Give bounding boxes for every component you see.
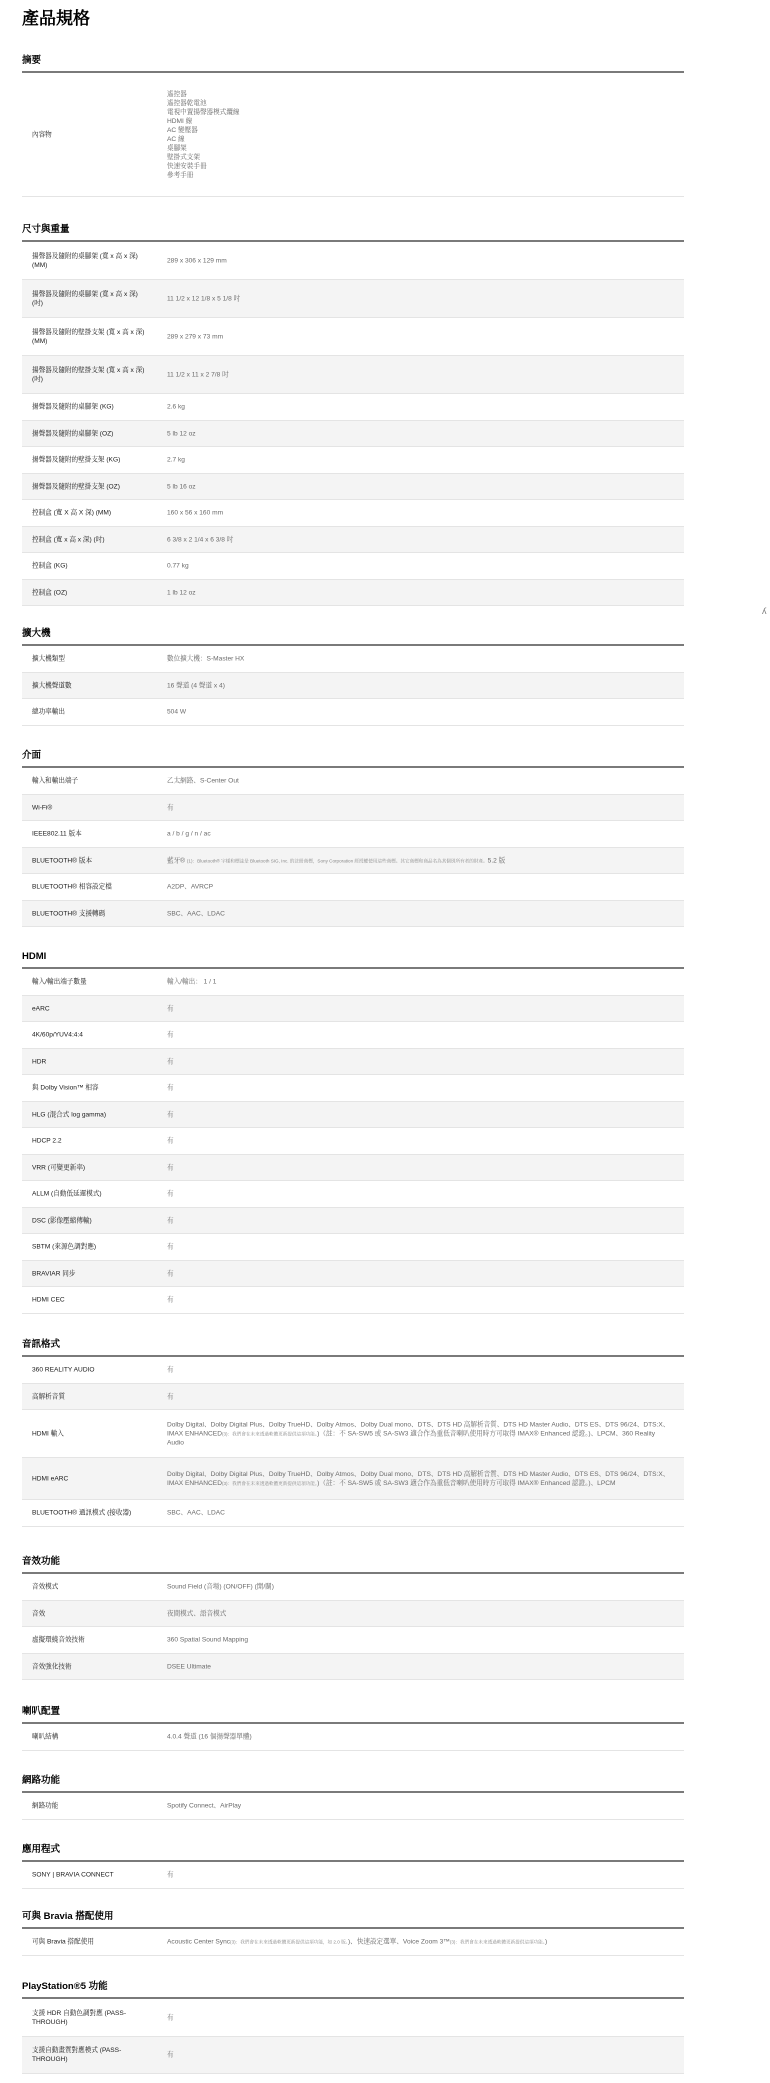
spec-row xyxy=(22,1155,684,1181)
content-item: 壁掛式支架 xyxy=(167,153,200,161)
spec-label: 控制盒 (KG) xyxy=(32,562,68,570)
value-text: 有 xyxy=(167,1058,174,1065)
value-text: 289 x 279 x 73 mm xyxy=(167,333,224,340)
spec-label: 360 REALITY AUDIO xyxy=(32,1366,95,1374)
spec-row xyxy=(22,1181,684,1208)
spec-row xyxy=(22,447,684,474)
spec-row xyxy=(22,1601,684,1627)
content-item: AC 線 xyxy=(167,135,185,143)
value-text: Spotify Connect、AirPlay xyxy=(167,1802,242,1810)
spec-section-ps5 xyxy=(22,1980,684,2074)
spec-row xyxy=(22,1287,684,1314)
spec-label: VRR (可變更新率) xyxy=(32,1164,86,1171)
spec-value xyxy=(167,1392,670,1401)
section-heading: 介面 xyxy=(22,750,42,761)
spec-value xyxy=(167,509,670,518)
spec-label: 揚聲器及隨附的桌腳架 (KG) xyxy=(32,403,114,411)
spec-section-audio-format xyxy=(22,1338,684,1527)
spec-row xyxy=(22,580,684,606)
value-text: 夜間模式、語音模式 xyxy=(167,1610,227,1617)
value-text: SBC、AAC、LDAC xyxy=(167,910,225,917)
spec-row xyxy=(22,1049,684,1075)
spec-section-network xyxy=(22,1774,684,1820)
spec-value xyxy=(167,294,670,303)
spec-value xyxy=(167,1583,670,1592)
value-footnote: (3)：我們會在未來透過軟體更新提供這項功能。 xyxy=(449,1939,546,1945)
spec-value xyxy=(167,681,670,690)
value-text: 6 3/8 x 2 1/4 x 6 3/8 吋 xyxy=(167,536,234,543)
value-text: 有 xyxy=(167,804,174,811)
value-text: 有 xyxy=(167,1005,174,1012)
value-text: 有 xyxy=(167,1031,174,1039)
spec-label: BLUETOOTH® 通訊模式 (接收器) xyxy=(32,1509,132,1517)
spec-row xyxy=(22,969,684,996)
spec-label: Wi-Fi® xyxy=(32,804,53,811)
value-text: 2.6 kg xyxy=(167,403,185,411)
spec-label: 輸入/輸出端子數量 xyxy=(32,978,87,986)
value-text: )（註：不 SA-SW5 或 SA-SW3 適合作為重低音喇叭使用時方可取得 IMAX® Enhanced 認證。)、LPCM xyxy=(317,1479,616,1487)
value-text: 有 xyxy=(167,1393,174,1400)
spec-row xyxy=(22,768,684,795)
section-heading: 網路功能 xyxy=(22,1775,61,1786)
spec-label: DSC (影像壓縮傳輸) xyxy=(32,1217,92,1224)
spec-row xyxy=(22,421,684,447)
value-text: 160 x 56 x 160 mm xyxy=(167,509,224,517)
spec-section-amplifier xyxy=(22,627,684,726)
spec-row xyxy=(22,795,684,821)
spec-label: 控制盒 (寬 x 高 x 深) (吋) xyxy=(32,536,105,543)
page-title: 產品規格 xyxy=(22,9,90,28)
spec-label: 支援 HDR 自動色調對應 (PASS-THROUGH) xyxy=(32,2009,127,2026)
value-text: )（註：不 SA-SW5 或 SA-SW3 適合作為重低音喇叭使用時方可取得 IMAX® Enhanced 認證。)、LPCM、360 Reality Audio xyxy=(167,1430,656,1446)
spec-label: 揚聲器及隨附的桌腳架 (OZ) xyxy=(32,430,114,437)
spec-value xyxy=(167,1269,670,1278)
spec-label: 控制盒 (寬 X 高 X 深) (MM) xyxy=(32,509,112,517)
spec-row xyxy=(22,1384,684,1410)
value-text: 0.77 kg xyxy=(167,562,189,570)
spec-section-hdmi xyxy=(22,950,684,1314)
spec-value xyxy=(167,655,670,664)
spec-row xyxy=(22,318,684,356)
spec-value xyxy=(167,978,670,987)
spec-label: HDR xyxy=(32,1058,47,1065)
spec-label: HDMI eARC xyxy=(32,1475,69,1482)
spec-row xyxy=(22,1128,684,1155)
spec-label: 喇叭結構 xyxy=(32,1733,59,1741)
spec-label: HDMI CEC xyxy=(32,1296,65,1304)
spec-row xyxy=(22,394,684,421)
spec-row xyxy=(22,527,684,553)
spec-row xyxy=(22,996,684,1022)
value-text: 有 xyxy=(167,1243,174,1251)
content-item: 參考手冊 xyxy=(167,171,194,179)
spec-label: 4K/60p/YUV4:4:4 xyxy=(32,1031,83,1039)
spec-value xyxy=(167,332,670,341)
spec-value xyxy=(167,370,670,379)
section-heading: 可與 Bravia 搭配使用 xyxy=(22,1911,114,1922)
value-text: DSEE Ultimate xyxy=(167,1663,211,1670)
spec-value xyxy=(167,1110,670,1119)
spec-value xyxy=(167,830,670,839)
spec-row xyxy=(22,646,684,673)
spec-label: SBTM (來源色調對應) xyxy=(32,1243,97,1251)
spec-value xyxy=(167,1296,670,1305)
content-item: 遙控器乾電池 xyxy=(167,99,207,107)
value-text: 有 xyxy=(167,1296,174,1304)
spec-row xyxy=(22,1261,684,1287)
section-heading: 摘要 xyxy=(22,55,42,66)
spec-label: 揚聲器及隨附的壁掛支架 (KG) xyxy=(32,456,121,464)
spec-label: 支援自動畫質對應模式 (PASS-THROUGH) xyxy=(32,2047,122,2063)
value-text: 5 lb 16 oz xyxy=(167,483,196,490)
value-text: 有 xyxy=(167,2014,174,2021)
section-heading: PlayStation®5 功能 xyxy=(22,1981,108,1992)
value-footnote: (1)：Bluetooth® 字樣和標誌是 Bluetooth SIG, Inc. 的註冊商標，Sony Corporation 經授權使用這些商標。其它商標和商品名為其個別所有者的財產。 xyxy=(186,858,488,863)
value-text: 有 xyxy=(167,1111,174,1118)
value-text: 輸入/輸出： 1 / 1 xyxy=(167,978,217,986)
value-text: 5 lb 12 oz xyxy=(167,430,196,437)
value-text: Dolby Digital、Dolby Digital Plus、Dolby TrueHD、Dolby Atmos、Dolby Dual mono、DTS、DTS HD 高解析音質、DTS HD Master Audio、DTS ES、DTS 96/24、DTS:X、IMAX ENHANCED xyxy=(167,1421,670,1437)
spec-label: SONY | BRAVIA CONNECT xyxy=(32,1871,114,1879)
spec-row xyxy=(22,821,684,848)
content-item: 電視中置揚聲器模式纜線 xyxy=(167,108,240,116)
spec-value xyxy=(167,588,670,597)
spec-label: HDMI 輸入 xyxy=(32,1430,64,1437)
spec-row xyxy=(22,1102,684,1128)
value-text: 藍牙® xyxy=(167,857,187,864)
spec-row xyxy=(22,1022,684,1049)
spec-value xyxy=(167,1366,670,1375)
spec-section-speaker-config xyxy=(22,1705,684,1751)
value-text: 有 xyxy=(167,1190,174,1198)
content-item: 遙控器 xyxy=(167,90,187,98)
value-text: 5.2 版 xyxy=(487,857,506,864)
content-item: 快速安裝手冊 xyxy=(167,162,207,170)
spec-label: BLUETOOTH® 支援轉碼 xyxy=(32,910,106,917)
spec-value xyxy=(167,535,670,544)
spec-row xyxy=(22,1929,684,1956)
value-text: SBC、AAC、LDAC xyxy=(167,1509,225,1517)
spec-value xyxy=(167,883,670,892)
value-text: Dolby Digital、Dolby Digital Plus、Dolby TrueHD、Dolby Atmos、Dolby Dual mono、DTS、DTS HD 高解析音質、DTS HD Master Audio、DTS ES、DTS 96/24、DTS:X、IMAX ENHANCED xyxy=(167,1470,670,1487)
spec-section-summary xyxy=(22,54,684,197)
spec-row xyxy=(22,2037,684,2074)
section-heading: HDMI xyxy=(22,951,47,962)
spec-value xyxy=(167,856,670,865)
value-text: 有 xyxy=(167,1137,174,1145)
spec-row xyxy=(22,553,684,580)
spec-row xyxy=(22,1357,684,1384)
spec-label: 與 Dolby Vision™ 相容 xyxy=(32,1084,99,1092)
value-text: 1 lb 12 oz xyxy=(167,589,196,596)
spec-row xyxy=(22,242,684,280)
section-heading: 尺寸與重量 xyxy=(22,224,70,235)
spec-row xyxy=(22,901,684,927)
spec-value xyxy=(167,1137,670,1146)
spec-row xyxy=(22,1999,684,2037)
spec-row xyxy=(22,848,684,874)
spec-row xyxy=(22,1793,684,1820)
spec-section-interface xyxy=(22,749,684,927)
spec-value xyxy=(167,1004,670,1013)
spec-label: 內容物 xyxy=(32,131,52,138)
spec-value xyxy=(167,1871,670,1880)
spec-section-sound-features xyxy=(22,1555,684,1680)
value-text: 11 1/2 x 11 x 2 7/8 吋 xyxy=(167,371,229,378)
spec-row xyxy=(22,1410,684,1458)
spec-label: BLUETOOTH® 相容設定檔 xyxy=(32,883,112,891)
value-footnote: (3)：我們會在未來透過軟體更新提供這項功能，如 2.0 版。 xyxy=(230,1939,348,1945)
value-text: 504 W xyxy=(167,708,187,716)
spec-value xyxy=(167,2013,670,2022)
spec-row xyxy=(22,1654,684,1680)
spec-label: BRAVIAR 同步 xyxy=(32,1270,76,1277)
spec-value xyxy=(167,1509,670,1518)
spec-label: 音效 xyxy=(32,1610,46,1617)
value-text: 有 xyxy=(167,1366,174,1374)
spec-value xyxy=(167,1609,670,1618)
spec-label: 總功率輸出 xyxy=(32,708,65,716)
spec-value xyxy=(167,1420,670,1447)
spec-value xyxy=(167,708,670,717)
spec-label: 音效模式 xyxy=(32,1583,59,1591)
value-text: )、快速設定選單、Voice Zoom 3™ xyxy=(347,1938,450,1946)
spec-value xyxy=(167,403,670,412)
spec-label: 揚聲器及隨附的壁掛支架 (寬 x 高 x 深) (MM) xyxy=(32,328,145,345)
spec-value xyxy=(167,429,670,438)
spec-label: eARC xyxy=(32,1005,50,1012)
spec-row xyxy=(22,1500,684,1527)
spec-row xyxy=(22,1862,684,1889)
spec-label: BLUETOOTH® 版本 xyxy=(32,857,93,864)
value-text: 有 xyxy=(167,1270,174,1277)
spec-row xyxy=(22,1574,684,1601)
value-text: 有 xyxy=(167,1164,174,1171)
spec-value xyxy=(167,1802,670,1811)
value-text: a / b / g / n / ac xyxy=(167,830,211,838)
value-text: 4.0.4 聲道 (16 個揚聲器單體) xyxy=(167,1733,252,1741)
spec-row xyxy=(22,673,684,699)
spec-value xyxy=(167,1938,670,1947)
spec-label: HDCP 2.2 xyxy=(32,1137,62,1145)
spec-value xyxy=(167,1190,670,1199)
spec-value xyxy=(167,1216,670,1225)
spec-label: HLG (混合式 log gamma) xyxy=(32,1111,107,1118)
spec-label: 揚聲器及隨附的壁掛支架 (寬 x 高 x 深) (吋) xyxy=(32,366,145,383)
spec-label: 揚聲器及隨附的壁掛支架 (OZ) xyxy=(32,483,120,490)
edge-mark: ʎ xyxy=(762,606,767,616)
spec-value xyxy=(167,803,670,812)
spec-row xyxy=(22,280,684,318)
spec-section-apps xyxy=(22,1843,684,1889)
value-text: 乙太網路、S-Center Out xyxy=(167,777,239,785)
spec-value xyxy=(167,777,670,786)
value-text: Sound Field (音場) (ON/OFF) (開/關) xyxy=(167,1583,274,1591)
spec-row xyxy=(22,1458,684,1500)
spec-label: 高解析音質 xyxy=(32,1393,65,1400)
spec-row xyxy=(22,874,684,901)
spec-value xyxy=(167,562,670,571)
value-footnote: (3)：我們會在未來透過軟體更新提供這項功能。 xyxy=(221,1431,318,1436)
spec-label: 擴大機類型 xyxy=(32,655,65,663)
value-text: 289 x 306 x 129 mm xyxy=(167,257,227,264)
value-text: 2.7 kg xyxy=(167,456,185,464)
spec-row xyxy=(22,699,684,726)
spec-value xyxy=(167,1057,670,1066)
spec-value xyxy=(167,90,670,180)
spec-label: IEEE802.11 版本 xyxy=(32,830,82,838)
spec-value xyxy=(167,456,670,465)
spec-row xyxy=(22,500,684,527)
spec-value xyxy=(167,256,670,265)
spec-row xyxy=(22,1627,684,1654)
spec-label: 擴大機聲道數 xyxy=(32,682,72,689)
value-text: ) xyxy=(545,1938,548,1946)
section-heading: 應用程式 xyxy=(22,1844,61,1855)
spec-label: 控制盒 (OZ) xyxy=(32,589,68,596)
content-item: AC 變壓器 xyxy=(167,126,198,134)
value-text: Acoustic Center Sync xyxy=(167,1938,231,1946)
value-text: 有 xyxy=(167,1217,174,1224)
value-footnote: (3)：我們會在未來透過軟體更新提供這項功能。 xyxy=(221,1480,318,1486)
spec-value xyxy=(167,1031,670,1040)
spec-section-dimensions xyxy=(22,223,684,606)
spec-value xyxy=(167,1243,670,1252)
spec-label: 音效強化技術 xyxy=(32,1663,72,1670)
content-item: HDMI 線 xyxy=(167,117,193,125)
value-text: 360 Spatial Sound Mapping xyxy=(167,1636,249,1644)
section-heading: 音效功能 xyxy=(22,1556,61,1567)
spec-label: 虛擬環繞音效技術 xyxy=(32,1636,85,1644)
spec-value xyxy=(167,482,670,491)
value-text: 11 1/2 x 12 1/8 x 5 1/8 吋 xyxy=(167,295,241,302)
spec-row xyxy=(22,1724,684,1751)
value-text: 有 xyxy=(167,1871,174,1879)
spec-label: 網路功能 xyxy=(32,1802,59,1810)
value-text: 16 聲道 (4 聲道 x 4) xyxy=(167,682,225,689)
section-heading: 擴大機 xyxy=(22,628,51,639)
spec-label: 揚聲器及隨附的桌腳架 (寬 x 高 x 深) (吋) xyxy=(32,290,138,307)
spec-row xyxy=(22,474,684,500)
spec-row xyxy=(22,1075,684,1102)
content-item: 桌腳架 xyxy=(167,144,187,152)
spec-value xyxy=(167,2051,670,2060)
spec-label: 可與 Bravia 搭配使用 xyxy=(32,1938,94,1946)
spec-value xyxy=(167,1636,670,1645)
spec-label: 輸入和輸出端子 xyxy=(32,777,79,785)
spec-value xyxy=(167,1470,670,1488)
spec-row xyxy=(22,356,684,394)
spec-value xyxy=(167,1163,670,1172)
spec-section-bravia xyxy=(22,1910,684,1956)
section-heading: 喇叭配置 xyxy=(22,1706,61,1717)
spec-row xyxy=(22,73,684,197)
spec-row xyxy=(22,1234,684,1261)
value-text: 有 xyxy=(167,1084,174,1092)
spec-value xyxy=(167,1084,670,1093)
spec-value xyxy=(167,1733,670,1742)
spec-value xyxy=(167,909,670,918)
spec-label: 揚聲器及隨附的桌腳架 (寬 x 高 x 深) (MM) xyxy=(32,252,138,269)
spec-row xyxy=(22,1208,684,1234)
spec-value xyxy=(167,1662,670,1671)
section-heading: 音訊格式 xyxy=(22,1339,61,1350)
spec-label: ALLM (自動低延遲模式) xyxy=(32,1190,102,1198)
value-text: A2DP、AVRCP xyxy=(167,883,214,891)
value-text: 有 xyxy=(167,2051,174,2059)
value-text: 數位擴大機：S-Master HX xyxy=(167,655,245,663)
